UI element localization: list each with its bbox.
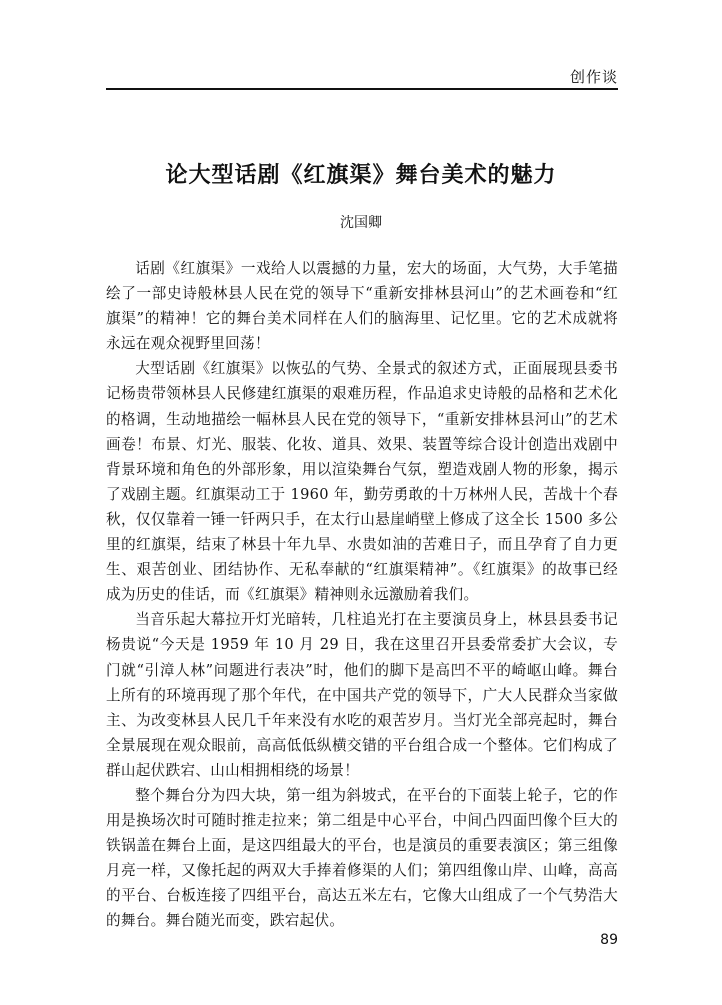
paragraph: 整个舞台分为四大块，第一组为斜坡式，在平台的下面装上轮子，它的作用是换场次时可随时推走拉来；第二组是中心平台，中间凸四面凹像个巨大的铁锅盖在舞台上面，是这四组最大的平台，也是演员的重要表演区；第三组像月亮一样，又像托起的两双大手捧着修渠的人们；第四组像山岸、山峰，高高的平台、台板连接了四组平台，高达五米左右，它像大山组成了一个气势浩大的舞台。舞台随光而变，跌宕起伏。 — [106, 786, 618, 930]
article-author: 沈国卿 — [340, 215, 382, 231]
article-title: 论大型话剧《红旗渠》舞台美术的魅力 — [165, 163, 557, 188]
paragraph: 大型话剧《红旗渠》以恢弘的气势、全景式的叙述方式，正面展现县委书记杨贵带领林县人民修建红旗渠的艰难历程，作品追求史诗般的品格和艺术化的格调，生动地描绘一幅林县人民在党的领导下，“重新安排林县河山”的艺术画卷！布景、灯光、服装、化妆、道具、效果、装置等综合设计创造出戏剧中背景环境和角色的外部形象，用以渲染舞台气氛，塑造戏剧人物的形象，揭示了戏剧主题。红旗渠动工于 1960 年，勤劳勇敢的十万林州人民，苦战十个春秋，仅仅靠着一锤一钎两只手，在太行山悬崖峭壁上修成了这全长 1500 多公里的红旗渠，结束了林县十年九旱、水贵如油的苦难日子，而且孕育了自力更生、艰苦创业、团结协作、无私奉献的“红旗渠精神”。《红旗渠》的故事已经成为历史的佳话，而《红旗渠》精神则永远激励着我们。 — [106, 360, 618, 604]
article-body — [106, 256, 618, 934]
paragraph: 话剧《红旗渠》一戏给人以震撼的力量，宏大的场面，大气势，大手笔描绘了一部史诗般林县人民在党的领导下“重新安排林县河山”的艺术画卷和“红旗渠”的精神！它的舞台美术同样在人们的脑海里、记忆里。它的艺术成就将永远在观众视野里回荡！ — [106, 260, 618, 353]
header-divider — [106, 88, 618, 90]
section-label: 创作谈 — [569, 68, 618, 86]
paragraph: 当音乐起大幕拉开灯光暗转，几柱追光打在主要演员身上，林县县委书记杨贵说“今天是 1959 年 10 月 29 日，我在这里召开县委常委扩大会议，专门就“引漳人林”问题进行表决”时，他们的脚下是高凹不平的崎岖山峰。舞台上所有的环境再现了那个年代，在中国共产党的领导下，广大人民群众当家做主、为改变林县人民几千年来没有水吃的艰苦岁月。当灯光全部亮起时，舞台全景展现在观众眼前，高高低低纵横交错的平台组合成一个整体。它们构成了群山起伏跌宕、山山相拥相绕的场景！ — [106, 611, 618, 779]
page-number: 89 — [600, 932, 618, 948]
